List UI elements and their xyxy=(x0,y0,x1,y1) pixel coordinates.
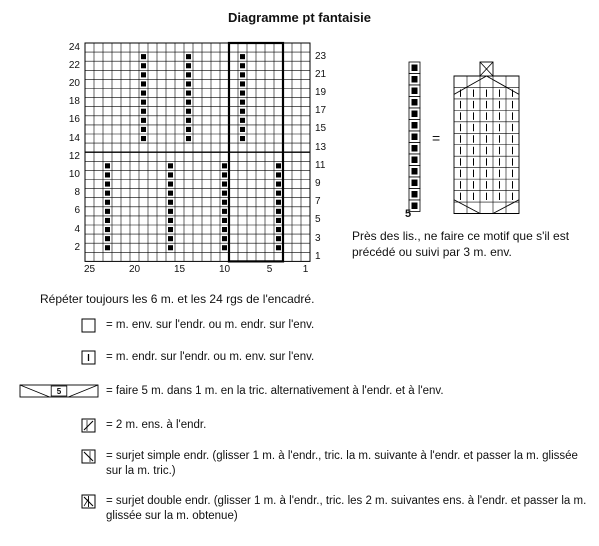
filled-stitch xyxy=(276,182,281,187)
row-label-left: 20 xyxy=(68,77,80,89)
filled-stitch xyxy=(240,118,245,123)
row-label-left: 4 xyxy=(74,223,80,235)
filled-stitch xyxy=(276,218,281,223)
filled-stitch xyxy=(186,100,191,105)
filled-stitch xyxy=(141,127,146,132)
filled-stitch xyxy=(222,245,227,250)
filled-stitch xyxy=(222,191,227,196)
row-label-left: 24 xyxy=(68,41,80,53)
filled-stitch xyxy=(105,182,110,187)
row-label-left: 16 xyxy=(68,114,80,126)
filled-stitch xyxy=(168,236,173,241)
repeat-note: Répéter toujours les 6 m. et les 24 rgs de l'encadré. xyxy=(40,292,315,306)
filled-stitch xyxy=(276,245,281,250)
row-label-right: 11 xyxy=(315,159,326,171)
motif-filled-stitch xyxy=(412,134,418,141)
filled-stitch xyxy=(186,63,191,68)
filled-stitch xyxy=(105,236,110,241)
motif-filled-stitch xyxy=(412,180,418,187)
row-label-right: 9 xyxy=(315,178,321,190)
filled-stitch xyxy=(168,200,173,205)
motif-filled-stitch xyxy=(412,76,418,83)
motif-equals-sign: = xyxy=(432,130,441,146)
filled-stitch xyxy=(141,91,146,96)
filled-stitch xyxy=(186,136,191,141)
filled-stitch xyxy=(222,218,227,223)
row-label-right: 3 xyxy=(315,232,321,244)
filled-stitch xyxy=(240,81,245,86)
motif-filled-stitch xyxy=(412,191,418,198)
filled-stitch xyxy=(141,100,146,105)
filled-stitch xyxy=(168,245,173,250)
legend-item-text: = surjet double endr. (glisser 1 m. à l'endr., tric. les 2 m. suivantes ens. à l'endr. et passer la m. glissée sur la m. obtenue) xyxy=(106,495,587,522)
motif-filled-stitch xyxy=(412,65,418,72)
filled-stitch xyxy=(186,118,191,123)
filled-stitch xyxy=(186,81,191,86)
filled-stitch xyxy=(222,182,227,187)
stitch-chart-grid xyxy=(85,43,310,261)
filled-stitch xyxy=(141,109,146,114)
filled-stitch xyxy=(105,245,110,250)
stitch-label: 15 xyxy=(173,264,186,276)
filled-stitch xyxy=(168,227,173,232)
increase-count-text: 5 xyxy=(56,387,62,396)
filled-stitch xyxy=(276,227,281,232)
row-label-right: 13 xyxy=(315,141,327,153)
filled-stitch xyxy=(141,118,146,123)
row-label-left: 6 xyxy=(74,205,80,217)
stitch-label: 20 xyxy=(128,264,141,276)
legend-item-text: = m. env. sur l'endr. ou m. endr. sur l'env. xyxy=(106,319,315,331)
filled-stitch xyxy=(240,63,245,68)
motif-filled-stitch xyxy=(412,88,418,95)
row-label-right: 1 xyxy=(315,250,321,262)
motif-filled-stitch xyxy=(412,111,418,118)
filled-stitch xyxy=(168,182,173,187)
filled-stitch xyxy=(141,72,146,77)
filled-stitch xyxy=(276,163,281,168)
diagram-title: Diagramme pt fantaisie xyxy=(227,10,372,25)
filled-stitch xyxy=(105,200,110,205)
filled-stitch xyxy=(240,136,245,141)
filled-stitch xyxy=(168,172,173,177)
motif-note: Près des lis., ne faire ce motif que s'il est précédé ou suivi par 3 m. env. xyxy=(352,229,570,259)
filled-stitch xyxy=(168,191,173,196)
row-label-right: 19 xyxy=(315,87,327,99)
filled-stitch xyxy=(240,91,245,96)
filled-stitch xyxy=(276,200,281,205)
filled-stitch xyxy=(276,236,281,241)
filled-stitch xyxy=(105,172,110,177)
filled-stitch xyxy=(240,127,245,132)
motif-filled-stitch xyxy=(412,99,418,106)
legend-item-text: = 2 m. ens. à l'endr. xyxy=(106,419,207,431)
row-label-right: 23 xyxy=(315,50,327,62)
filled-stitch xyxy=(141,54,146,59)
filled-stitch xyxy=(222,200,227,205)
filled-stitch xyxy=(240,54,245,59)
empty-square-icon xyxy=(82,319,95,332)
stitch-label: 1 xyxy=(302,264,309,276)
legend-item-text: = faire 5 m. dans 1 m. en la tric. alternativement à l'endr. et à l'env. xyxy=(106,385,444,397)
filled-stitch xyxy=(105,191,110,196)
row-label-left: 10 xyxy=(68,168,80,180)
stitch-label: 25 xyxy=(83,264,96,276)
filled-stitch xyxy=(105,163,110,168)
row-label-right: 17 xyxy=(315,105,327,117)
motif-chart xyxy=(409,62,519,214)
filled-stitch xyxy=(141,136,146,141)
filled-stitch xyxy=(141,81,146,86)
row-label-right: 5 xyxy=(315,214,321,226)
filled-stitch xyxy=(186,109,191,114)
filled-stitch xyxy=(186,127,191,132)
filled-stitch xyxy=(105,209,110,214)
legend-item-text: = surjet simple endr. (glisser 1 m. à l'endr., tric. la m. suivante à l'endr. et passer la m. glissée sur la m. tric.) xyxy=(106,450,578,477)
motif-filled-stitch xyxy=(412,203,418,210)
filled-stitch xyxy=(168,163,173,168)
filled-stitch xyxy=(276,172,281,177)
row-label-right: 7 xyxy=(315,196,321,208)
row-label-left: 14 xyxy=(68,132,80,144)
filled-stitch xyxy=(222,236,227,241)
filled-stitch xyxy=(240,100,245,105)
filled-stitch xyxy=(276,191,281,196)
stitch-label: 5 xyxy=(266,264,273,276)
legend-symbols xyxy=(20,319,98,508)
motif-filled-stitch xyxy=(412,157,418,164)
legend-item-text: = m. endr. sur l'endr. ou m. env. sur l'env. xyxy=(106,351,315,363)
filled-stitch xyxy=(105,227,110,232)
filled-stitch xyxy=(240,72,245,77)
row-label-left: 22 xyxy=(68,59,80,71)
filled-stitch xyxy=(141,63,146,68)
filled-stitch xyxy=(222,163,227,168)
motif-filled-stitch xyxy=(412,145,418,152)
row-label-left: 18 xyxy=(68,96,80,108)
row-label-left: 2 xyxy=(74,241,80,253)
filled-stitch xyxy=(168,209,173,214)
row-label-left: 12 xyxy=(68,150,80,162)
row-label-left: 8 xyxy=(74,187,80,199)
filled-stitch xyxy=(222,227,227,232)
filled-stitch xyxy=(186,72,191,77)
filled-stitch xyxy=(240,109,245,114)
filled-stitch xyxy=(222,209,227,214)
filled-stitch xyxy=(105,218,110,223)
filled-stitch xyxy=(276,209,281,214)
motif-filled-stitch xyxy=(412,168,418,175)
filled-stitch xyxy=(186,54,191,59)
row-label-right: 15 xyxy=(315,123,327,135)
motif-filled-stitch xyxy=(412,122,418,129)
row-label-right: 21 xyxy=(315,68,327,80)
stitch-label: 10 xyxy=(218,264,231,276)
filled-stitch xyxy=(186,91,191,96)
filled-stitch xyxy=(222,172,227,177)
filled-stitch xyxy=(168,218,173,223)
motif-count-label: 5 xyxy=(405,208,412,220)
